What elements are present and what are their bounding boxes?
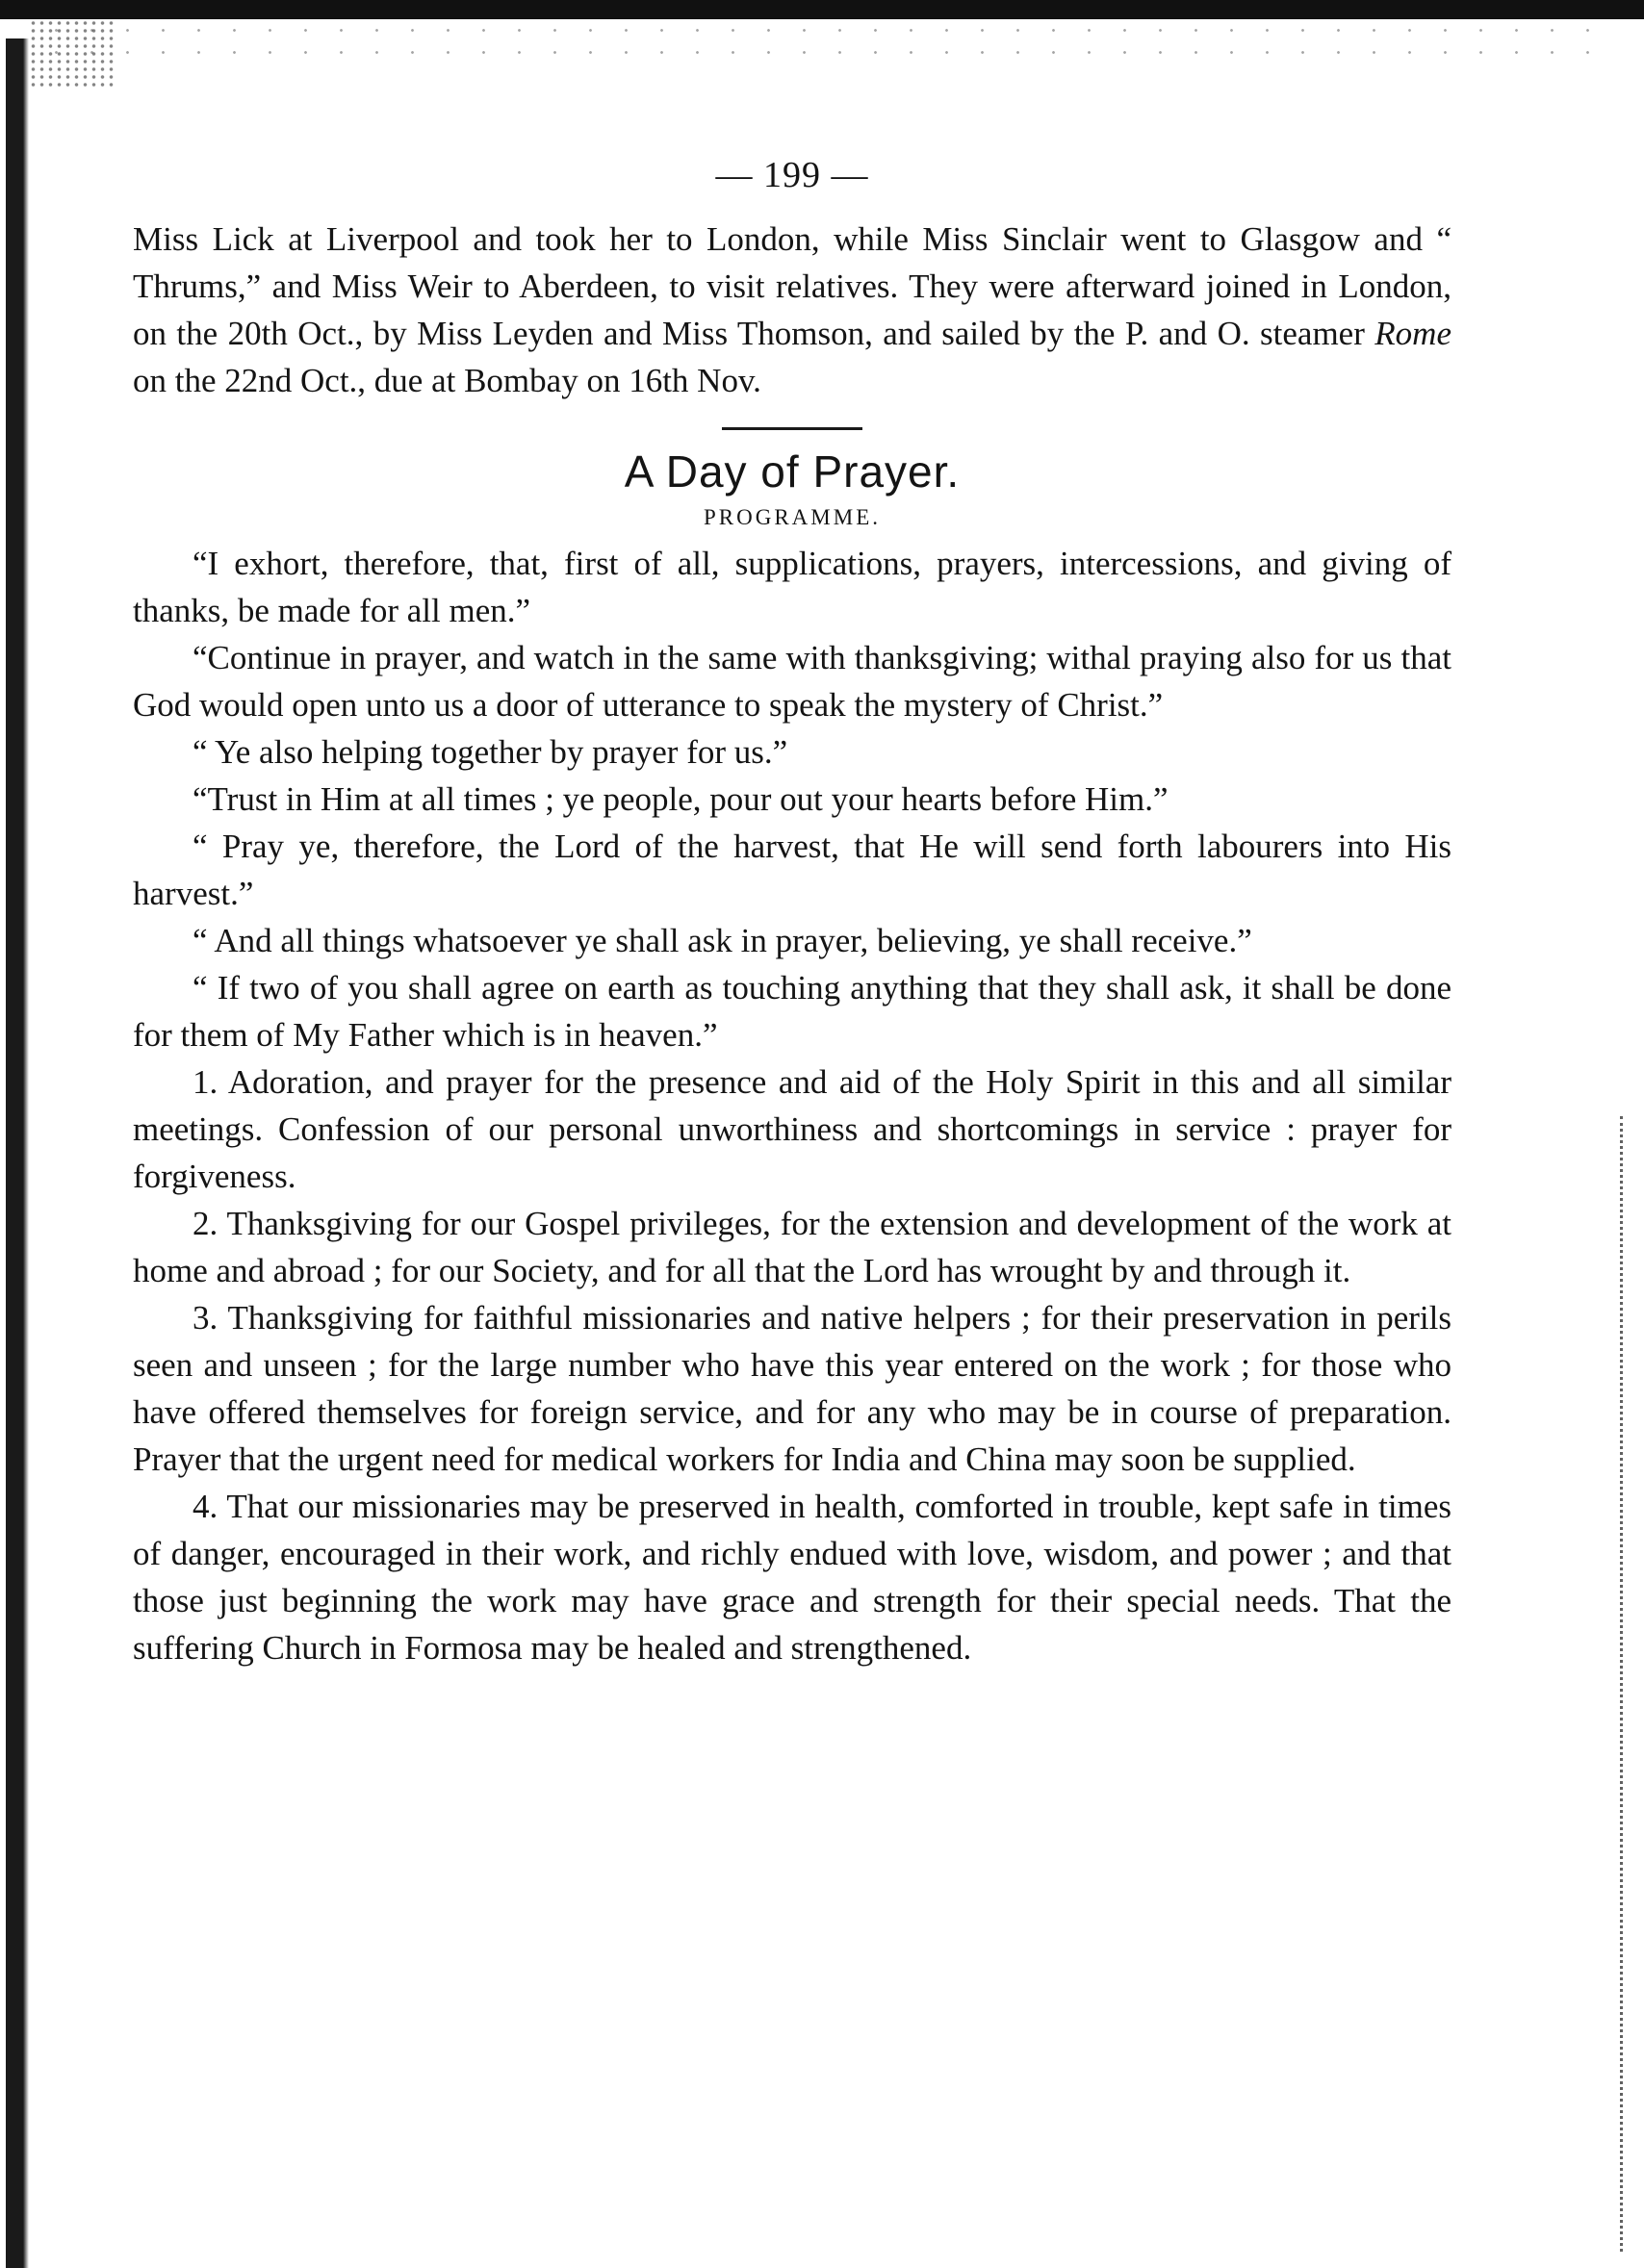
- programme-item: 1. Adoration, and prayer for the presence and aid of the Holy Spirit in this and all similar meetings. Confession of our personal unworthiness and shortcomings in service : prayer for forgiveness.: [133, 1063, 1451, 1195]
- quote-paragraph: “ Pray ye, therefore, the Lord of the harvest, that He will send forth labourers into His harvest.”: [133, 828, 1451, 912]
- programme-item: 2. Thanksgiving for our Gospel privileges, for the extension and development of the work at home and abroad ; for our Society, and for all that the Lord has wrought by and through it.: [133, 1205, 1451, 1289]
- intro-paragraph: [133, 216, 1451, 404]
- quote-paragraph: “Trust in Him at all times ; ye people, pour out your hearts before Him.”: [193, 780, 1169, 818]
- intro-text-end: on the 22nd Oct., due at Bombay on 16th Nov.: [133, 362, 761, 399]
- document-page: [133, 154, 1451, 1671]
- section-divider: [722, 427, 862, 430]
- intro-text-start: Miss Lick at Liverpool and took her to London, while Miss Sinclair went to Glasgow and “ Thrums,” and Miss Weir to Aberdeen, to visit relatives. They were afterward joined in London, on the 20th Oct., by Miss Leyden and Miss Thomson, and sailed by the P. and O. steamer: [133, 220, 1451, 352]
- scan-top-edge: [0, 0, 1644, 19]
- quote-paragraph: “Continue in prayer, and watch in the same with thanksgiving; withal praying also for us that God would open unto us a door of utterance to speak the mystery of Christ.”: [133, 639, 1451, 724]
- quote-paragraph: “I exhort, therefore, that, first of all, supplications, prayers, intercessions, and giving of thanks, be made for all men.”: [133, 545, 1451, 629]
- page-number: — 199 —: [715, 155, 869, 195]
- section-subtitle: PROGRAMME.: [703, 505, 881, 529]
- programme-item: 4. That our missionaries may be preserved in health, comforted in trouble, kept safe in times of danger, encouraged in their work, and richly endued with love, wisdom, and power ; and that those just beginning the work may have grace and strength for their special needs. That the suffering Church in Formosa may be healed and strengthened.: [133, 1488, 1451, 1667]
- quote-paragraph: “ And all things whatsoever ye shall ask in prayer, believing, ye shall receive.”: [193, 922, 1252, 959]
- scan-corner-mark: [29, 19, 116, 87]
- programme-item: 3. Thanksgiving for faithful missionaries and native helpers ; for their preservation in perils seen and unseen ; for the large number who have this year entered on the work ; for those who have offered themselves for foreign service, and for any who may be in course of preparation. Prayer that the urgent need for medical workers for India and China may soon be supplied.: [133, 1299, 1451, 1478]
- ship-name: Rome: [1374, 315, 1451, 352]
- quote-paragraph: “ Ye also helping together by prayer for us.”: [193, 733, 788, 771]
- scan-noise: [39, 19, 1598, 67]
- scan-binding-edge: [0, 38, 29, 2268]
- scan-right-edge: [1620, 1116, 1631, 2252]
- section-title: A Day of Prayer.: [624, 446, 961, 497]
- quote-paragraph: “ If two of you shall agree on earth as touching anything that they shall ask, it shall be done for them of My Father which is in heaven.”: [133, 969, 1451, 1054]
